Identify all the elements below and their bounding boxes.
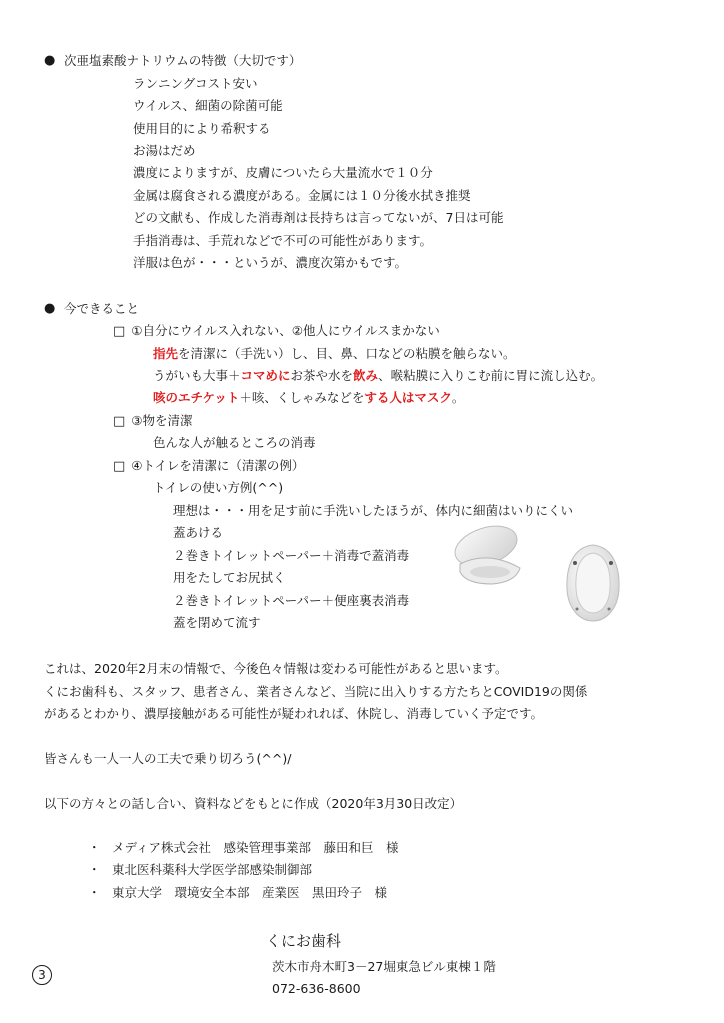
source-item: メディア株式会社 感染管理事業部 藤田和巨 様 (112, 840, 399, 855)
text: うがいも大事＋ (153, 368, 241, 383)
notice-line: くにお歯科も、スタッフ、患者さん、業者さんなど、当院に出入りする方たちとCOVID19の関係 (44, 684, 588, 699)
toilet-step: ２巻きトイレットペーパー＋便座裏表消毒 (173, 593, 410, 608)
highlight-fingertips: 指先 (153, 346, 179, 361)
text: 、喉粘膜に入りこむ前に胃に流し込む。 (378, 368, 604, 383)
item1-text: ①自分にウイルス入れない、②他人にウイルスまかない (131, 323, 440, 338)
text: を清潔に（手洗い）し、目、鼻、口などの粘膜を触らない。 (178, 346, 516, 361)
checkbox-item-2 (113, 415, 193, 428)
source-bullet: ・ (88, 885, 101, 900)
section1-item: ランニングコスト安い (133, 76, 258, 91)
text: 。 (451, 390, 465, 405)
section2-bullet: ● (44, 301, 56, 316)
notice-line: があるとわかり、濃厚接触がある可能性が疑われれば、休院し、消毒していく予定です。 (44, 706, 544, 721)
toilet-step: 蓋を閉めて流す (173, 615, 261, 630)
checkbox-icon: □ (113, 324, 126, 339)
section1-item: どの文献も、作成した消毒剤は長持ちは言ってないが、7日は可能 (133, 210, 504, 225)
section1-item: 手指消毒は、手荒れなどで不可の可能性があります。 (133, 233, 433, 248)
slogan: 皆さんも一人一人の工夫で乗り切ろう(^^)/ (44, 751, 292, 766)
section1-bullet: ● (44, 53, 56, 68)
hygiene-line-gargle (153, 370, 603, 383)
clinic-name: くにお歯科 (266, 932, 342, 950)
item2-sub: 色んな人が触るところの消毒 (153, 435, 316, 450)
section1-item: 洋服は色が・・・というが、濃度次第かもです。 (133, 255, 408, 270)
section2-heading: 今できること (64, 301, 140, 316)
toilet-step: 理想は・・・用を足す前に手洗いしたほうが、体内に細菌はいりにくい (173, 503, 574, 518)
toilet-title: トイレの使い方例(^^) (153, 480, 284, 495)
section1-heading: 次亜塩素酸ナトリウムの特徴（大切です） (64, 53, 302, 68)
section1-item: ウイルス、細菌の除菌可能 (133, 98, 283, 113)
toilet-step: 蓋あける (173, 525, 224, 540)
item2-text: ③物を清潔 (131, 413, 193, 428)
checkbox-item-3 (113, 460, 304, 473)
checkbox-item-1 (113, 325, 440, 338)
notice-line: これは、2020年2月末の情報で、今後色々情報は変わる可能性があると思います。 (44, 661, 508, 676)
source-bullet: ・ (88, 862, 101, 877)
hygiene-line-fingers (153, 348, 516, 361)
page-number: 3 (32, 965, 52, 985)
hygiene-line-etiquette (153, 392, 464, 405)
toilet-step: 用をたしてお尻拭く (173, 570, 286, 585)
text: お茶や水を (290, 368, 354, 383)
source-item: 東京大学 環境安全本部 産業医 黒田玲子 様 (112, 885, 388, 900)
section1-item: 金属は腐食される濃度がある。金属には１０分後水拭き推奨 (133, 188, 471, 203)
source-bullet: ・ (88, 840, 101, 855)
checkbox-icon: □ (113, 459, 126, 474)
highlight-cough-etiquette: 咳のエチケット (153, 390, 240, 405)
clinic-phone: 072-636-8600 (272, 981, 361, 996)
toilet-seat-top-image (563, 543, 623, 623)
checkbox-icon: □ (113, 414, 126, 429)
highlight-drink: 飲み (353, 368, 379, 383)
text: ＋咳、くしゃみなどを (239, 390, 365, 405)
toilet-step: ２巻きトイレットペーパー＋消毒で蓋消毒 (173, 548, 410, 563)
item3-text: ④トイレを清潔に（清潔の例） (131, 458, 305, 473)
toilet-seat-open-image (452, 524, 526, 590)
section1-item: 濃度によりますが、皮膚についたら大量流水で１０分 (133, 165, 433, 180)
section1-item: お湯はだめ (133, 143, 196, 158)
source-item: 東北医科薬科大学医学部感染制御部 (112, 862, 313, 877)
section1-item: 使用目的により希釈する (133, 121, 271, 136)
sources-intro: 以下の方々との話し合い、資料などをもとに作成（2020年3月30日改定） (44, 796, 463, 811)
highlight-mask: する人はマスク (364, 390, 452, 405)
highlight-frequently: コマめに (240, 368, 291, 383)
clinic-address: 茨木市舟木町3－27堀東急ビル東棟１階 (272, 959, 496, 974)
